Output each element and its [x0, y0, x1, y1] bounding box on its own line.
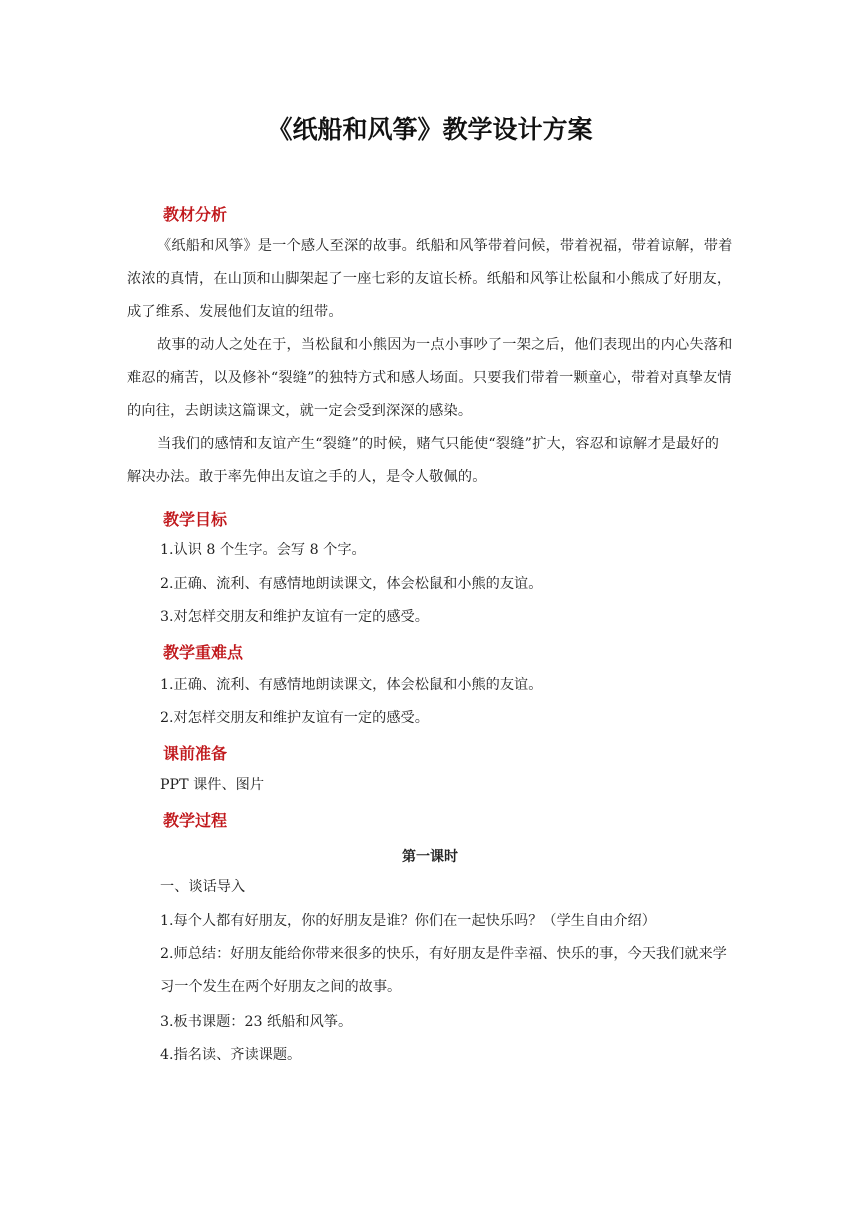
paragraph: 故事的动人之处在于，当松鼠和小熊因为一点小事吵了一架之后，他们表现出的内心失落和难忍的痛苦，以及修补“裂缝”的独特方式和感人场面。只要我们带着一颗童心，带着对真挚友情的向往，去朗读这篇课文，就一定会受到深深的感染。 [127, 337, 733, 419]
list-item: 1.正确、流利、有感情地朗读课文，体会松鼠和小熊的友谊。 [160, 677, 543, 693]
list-item: PPT 课件、图片 [160, 777, 265, 793]
paragraph: 《纸船和风筝》是一个感人至深的故事。纸船和风筝带着问候，带着祝福，带着谅解，带着浓浓的真情，在山顶和山脚架起了一座七彩的友谊长桥。纸船和风筝让松鼠和小熊成了好朋友，成了维系、发展他们友谊的纽带。 [127, 238, 733, 320]
list-item: 1.每个人都有好朋友，你的好朋友是谁？你们在一起快乐吗？（学生自由介绍） [160, 913, 656, 929]
section-heading-teaching-goals: 教学目标 [163, 510, 228, 529]
list-item: 1.认识 8 个生字。会写 8 个字。 [160, 542, 366, 558]
section-heading-key-difficulties: 教学重难点 [163, 643, 244, 662]
section-heading-material-analysis: 教材分析 [163, 205, 228, 224]
lesson-period-subtitle: 第一课时 [402, 849, 458, 865]
list-item: 3.对怎样交朋友和维护友谊有一定的感受。 [160, 609, 429, 625]
step-heading: 一、谈话导入 [160, 879, 246, 895]
list-item: 4.指名读、齐读课题。 [160, 1047, 302, 1063]
page-title: 《纸船和风筝》教学设计方案 [267, 115, 593, 144]
section-heading-preparation: 课前准备 [163, 744, 228, 763]
paragraph: 当我们的感情和友谊产生“裂缝”的时候，赌气只能使“裂缝”扩大，容忍和谅解才是最好的解决办法。敢于率先伸出友谊之手的人，是令人敬佩的。 [127, 436, 720, 485]
list-item: 2.对怎样交朋友和维护友谊有一定的感受。 [160, 710, 429, 726]
list-item: 2.正确、流利、有感情地朗读课文，体会松鼠和小熊的友谊。 [160, 576, 543, 592]
list-item: 3.板书课题：23 纸船和风筝。 [160, 1014, 353, 1030]
section-heading-teaching-process: 教学过程 [163, 811, 228, 830]
list-item: 2.师总结：好朋友能给你带来很多的快乐，有好朋友是件幸福、快乐的事，今天我们就来学习一个发生在两个好朋友之间的故事。 [160, 946, 727, 995]
